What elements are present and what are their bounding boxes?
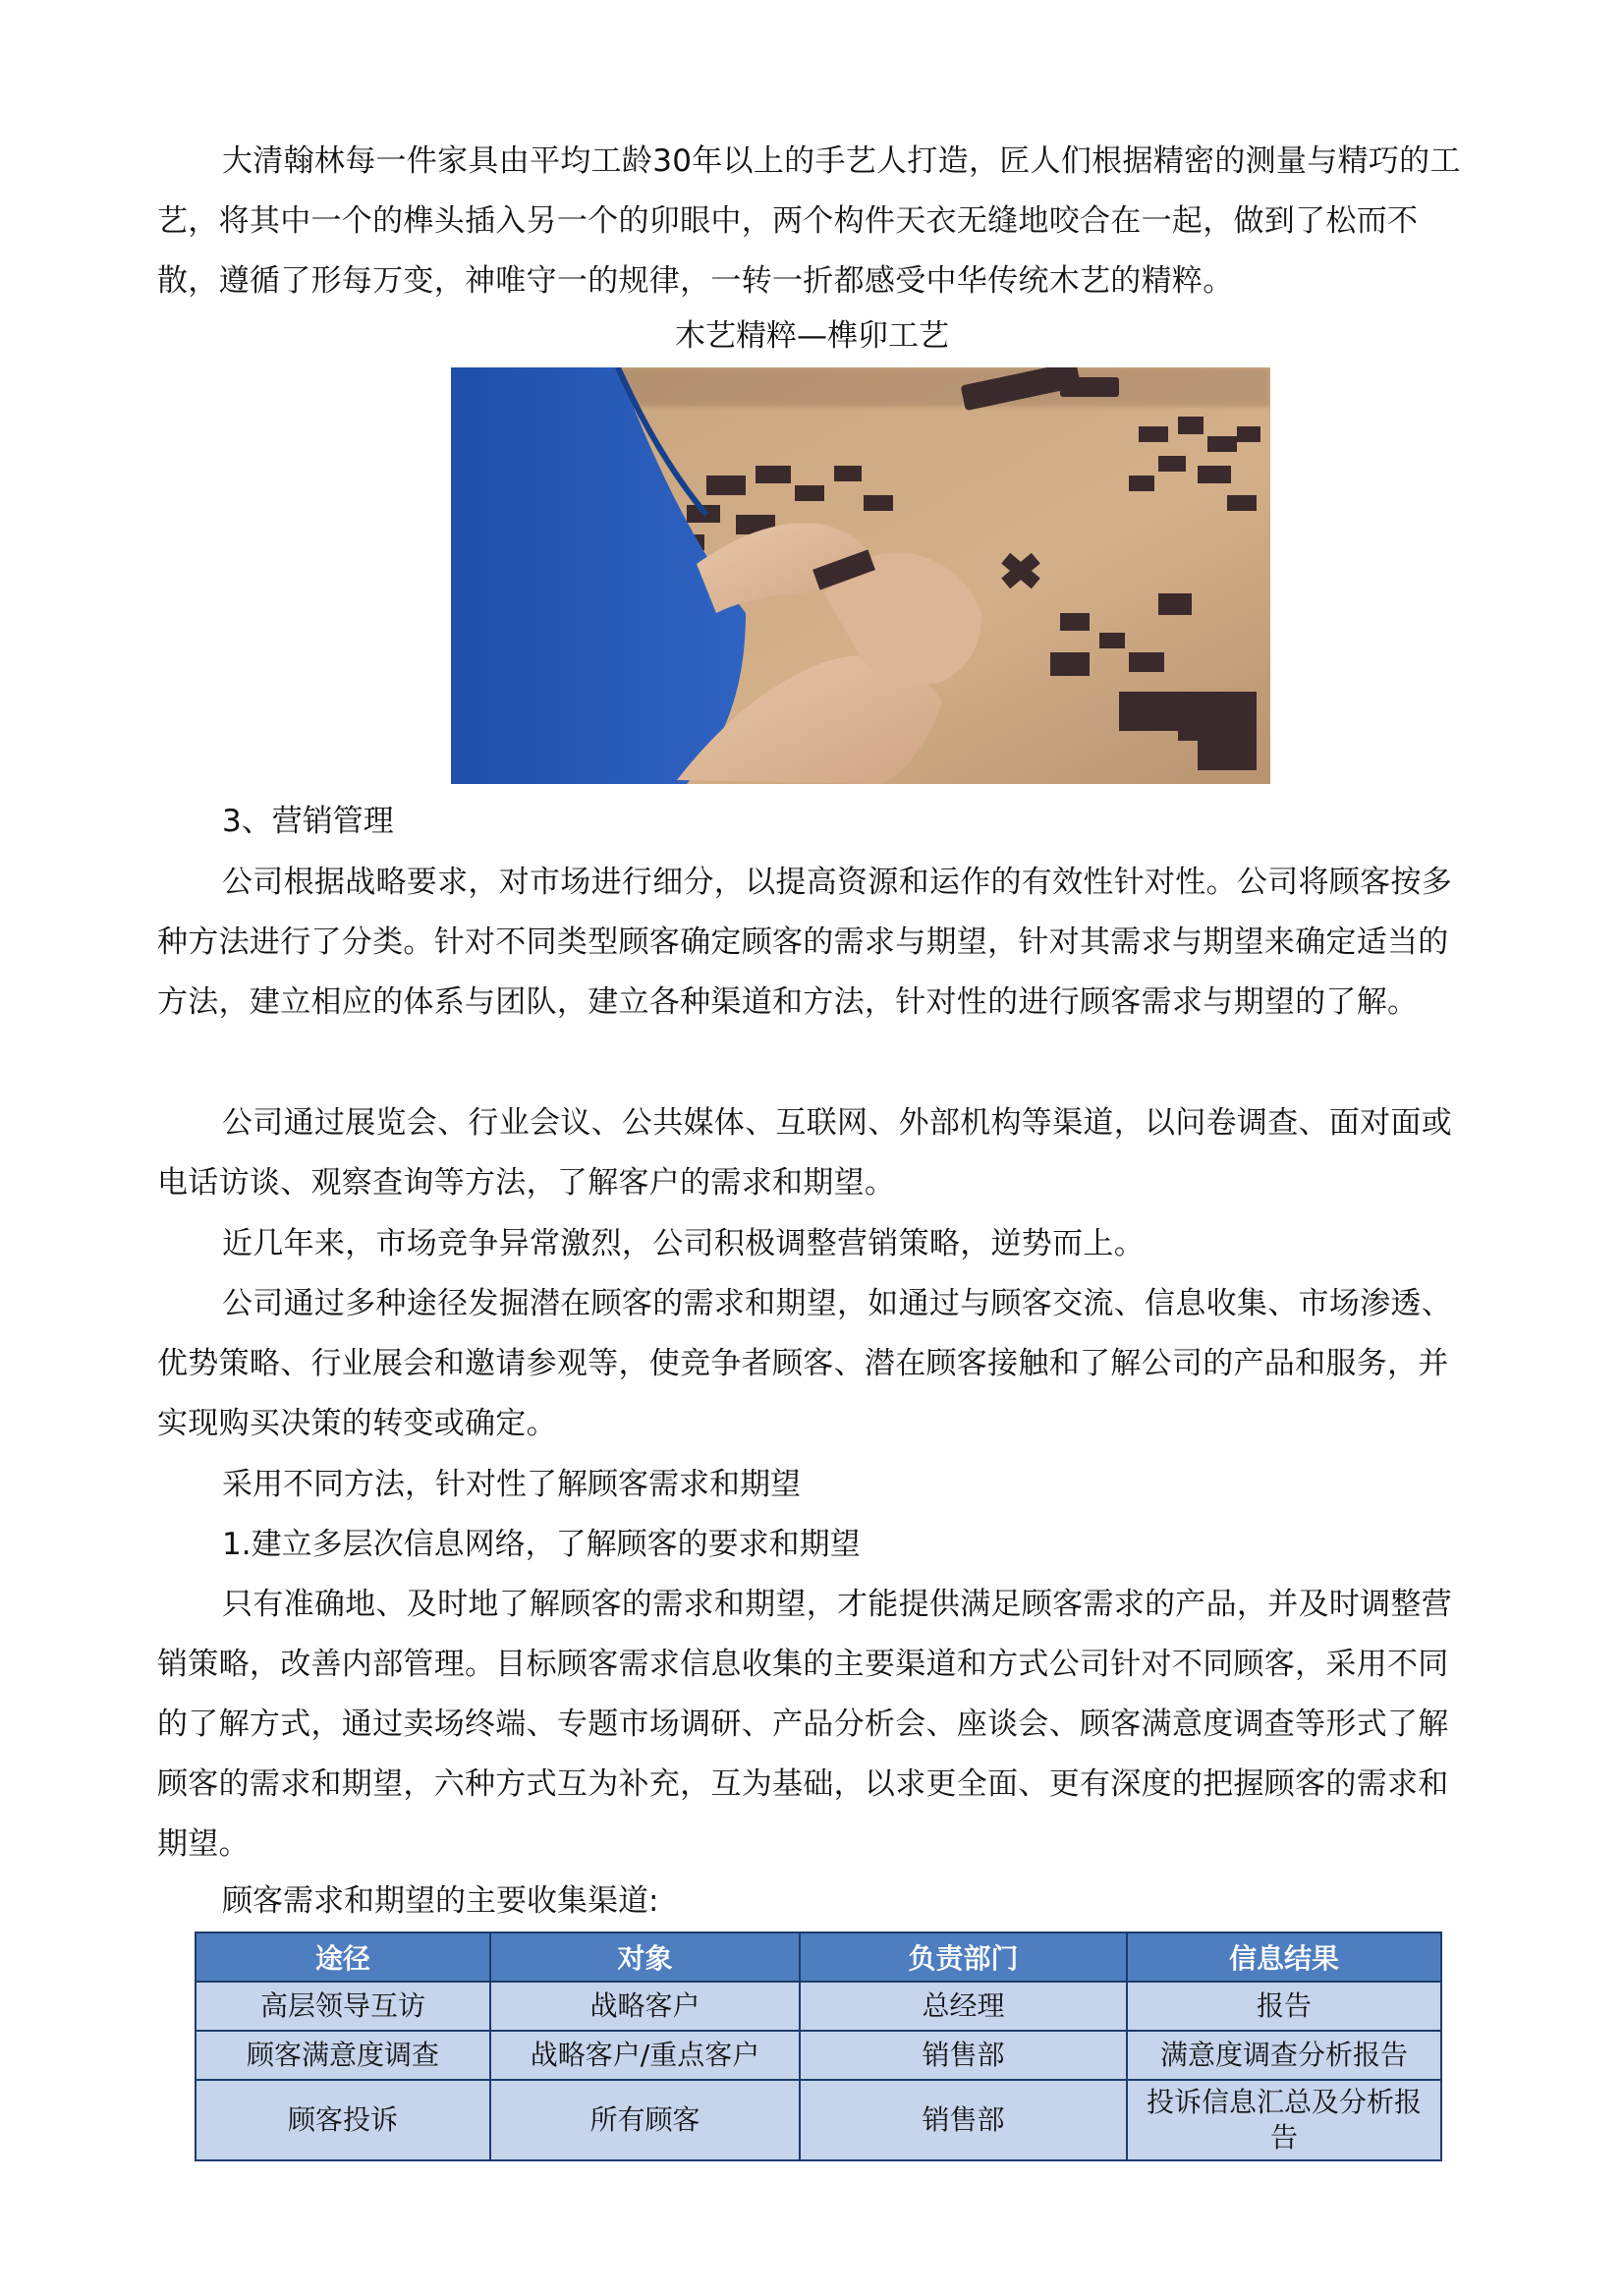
detail-paragraph: 只有准确地、及时地了解顾客的需求和期望，才能提供满足顾客需求的产品，并及时调整营销策略，改善内部管理。目标顾客需求信息收集的主要渠道和方式公司针对不同顾客，采用不同的了解方式，通过卖场终端、专题市场调研、产品分析会、座谈会、顾客满意度调查等形式了解顾客的需求和期望，六种方式互为补充，互为基础，以求更全面、更有深度的把握顾客的需求和期望。 [157,1587,1452,1862]
table-header-cell: 途径 [196,1932,490,1982]
table-header-row [196,1932,1441,1982]
table-cell: 高层领导互访 [196,1982,490,2031]
table-cell: 顾客满意度调查 [196,2031,490,2080]
table-cell: 投诉信息汇总及分析报告 [1127,2080,1441,2160]
section-heading: 3、营销管理 [222,804,394,839]
figure-caption: 木艺精粹—榫卯工艺 [675,318,949,354]
table-header-cell: 信息结果 [1127,1932,1441,1982]
collection-channels-table [195,1931,1442,2161]
table-cell: 战略客户 [490,1982,800,2031]
table-cell: 销售部 [800,2080,1127,2160]
table-cell: 所有顾客 [490,2080,800,2160]
table-title: 顾客需求和期望的主要收集渠道: [222,1883,659,1919]
marketing-paragraph-2: 公司通过展览会、行业会议、公共媒体、互联网、外部机构等渠道，以问卷调查、面对面或电话访谈、观察查询等方法，了解客户的需求和期望。 [157,1105,1452,1201]
marketing-paragraph-1: 公司根据战略要求，对市场进行细分，以提高资源和运作的有效性针对性。公司将顾客按多种方法进行了分类。针对不同类型顾客确定顾客的需求与期望，针对其需求与期望来确定适当的方法，建立相应的体系与团队，建立各种渠道和方法，针对性的进行顾客需求与期望的了解。 [157,865,1452,1020]
table-cell: 顾客投诉 [196,2080,490,2160]
mortise-tenon-photo [451,367,1270,784]
table-header-cell: 负责部门 [800,1932,1127,1982]
intro-paragraph: 大清翰林每一件家具由平均工龄30年以上的手艺人打造，匠人们根据精密的测量与精巧的工艺，将其中一个的榫头插入另一个的卯眼中，两个构件天衣无缝地咬合在一起，做到了松而不散，遵循了形每万变，神唯守一的规律，一转一折都感受中华传统木艺的精粹。 [157,143,1461,299]
method-line: 采用不同方法，针对性了解顾客需求和期望 [222,1467,801,1502]
table-cell: 销售部 [800,2031,1127,2080]
table-header-cell: 对象 [490,1932,800,1982]
marketing-paragraph-4: 公司通过多种途径发掘潜在顾客的需求和期望，如通过与顾客交流、信息收集、市场渗透、优势策略、行业展会和邀请参观等，使竞争者顾客、潜在顾客接触和了解公司的产品和服务，并实现购买决策的转变或确定。 [157,1286,1452,1441]
subheading-info-network: 1.建立多层次信息网络，了解顾客的要求和期望 [222,1527,861,1562]
table-cell: 报告 [1127,1982,1441,2031]
table-row [196,1982,1441,2031]
table-row [196,2080,1441,2160]
table-cell: 战略客户/重点客户 [490,2031,800,2080]
table-cell: 满意度调查分析报告 [1127,2031,1441,2080]
table-cell: 总经理 [800,1982,1127,2031]
table-row [196,2031,1441,2080]
marketing-paragraph-3: 近几年来，市场竞争异常激烈，公司积极调整营销策略，逆势而上。 [222,1226,1145,1261]
